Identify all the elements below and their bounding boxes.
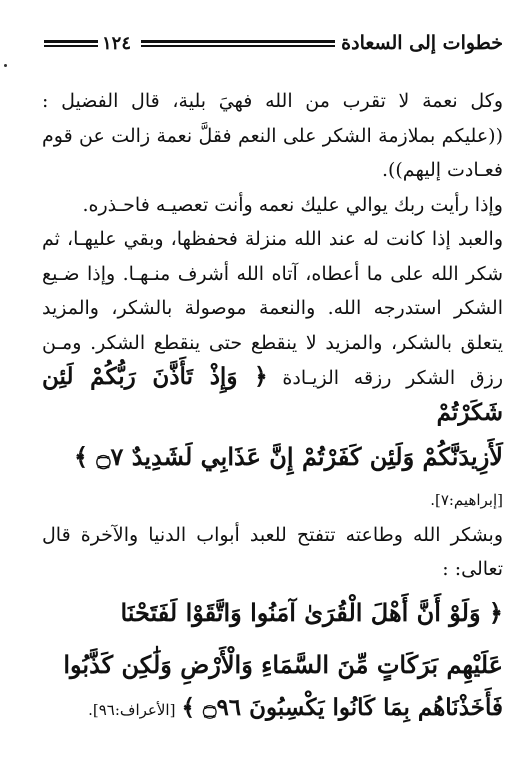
paragraph-gratitude-text: والعبد إذا كانت له عند الله منزلة فحفظها، وبقي عليهـا، ثم شكر الله على ما أعطاه، آتاه الله أشرف منـهـا. وإذا ضـيع الشكر استدرجه الله. والنعمة موصولة بالشكر، والمزيد يتعلق بالشكر، والمزيد لا ينقطع حتى ينقطع الشكر. ومـن رزق الشكر رزقه الزيـادة xyxy=(42,228,503,389)
verse-reference-ibrahim: [إبراهيم:٧]. xyxy=(430,491,503,509)
paragraph-fudayl-quote: وكل نعمة لا تقرب من الله فهيَ بلية، قال الفضيل : ((عليكم بملازمة الشكر على النعم فقلَّ نعمة زالت عن قوم فعـادت إليهم)). xyxy=(42,90,503,181)
margin-mark xyxy=(4,64,7,67)
quran-verse-ibrahim-line-2: لَأَزِيدَنَّكُمْ وَلَئِن كَفَرْتُمْ إِنَّ عَذَابِي لَشَدِيدٌ ۝٧ ﴾ xyxy=(73,442,503,471)
quran-verse-araf-line-2: عَلَيْهِم بَرَكَاتٍ مِّنَ السَّمَاءِ وَالْأَرْضِ وَلَٰكِن كَذَّبُوا xyxy=(63,649,503,679)
page-header xyxy=(44,28,503,58)
header-rule-middle xyxy=(141,40,335,47)
page-number: ١٢٤ xyxy=(102,32,132,54)
paragraph-obedience xyxy=(42,518,503,587)
quran-verse-araf-line-3: فَأَخَذْنَاهُم بِمَا كَانُوا يَكْسِبُونَ ۝٩٦ ﴾ xyxy=(181,693,503,721)
quran-verse-ibrahim-line-1: ﴿ وَإِذْ تَأَذَّنَ رَبُّكُمْ لَئِن شَكَرْتُمْ xyxy=(42,363,503,426)
header-rule-left xyxy=(44,40,98,47)
running-title: خطوات إلى السعادة xyxy=(341,32,503,54)
quran-verse-araf-line-1: ﴿ وَلَوْ أَنَّ أَهْلَ الْقُرَىٰ آمَنُوا وَاتَّقَوْا لَفَتَحْنَا xyxy=(120,597,503,627)
paragraph-obedience-text: وبشكر الله وطاعته تتفتح للعبد أبواب الدنيا والآخرة قال تعالى: : xyxy=(42,523,503,580)
paragraph-warning: وإذا رأيت ربك يوالي عليك نعمه وأنت تعصيـه فاحـذره. xyxy=(82,193,503,216)
paragraph-gratitude xyxy=(42,222,503,431)
verse-reference-araf: [الأعراف:٩٦]. xyxy=(88,700,176,719)
quran-verse-araf-line-3-row xyxy=(42,691,503,728)
body-text xyxy=(42,84,503,727)
